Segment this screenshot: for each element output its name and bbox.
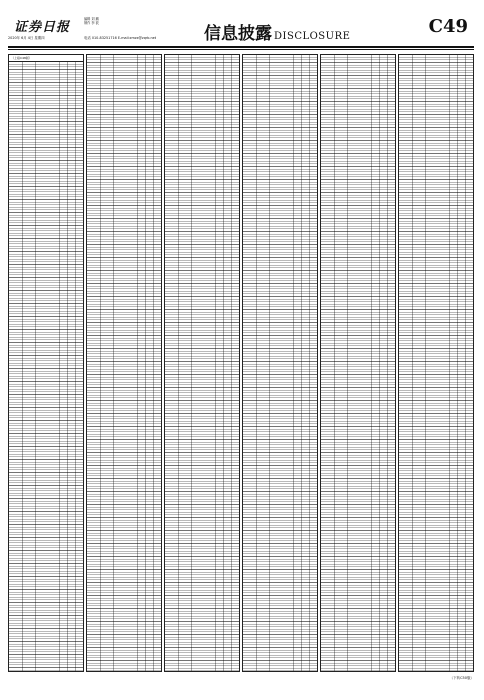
table-rows bbox=[165, 55, 239, 671]
masthead-rule bbox=[8, 46, 474, 48]
table-column bbox=[320, 54, 396, 672]
continuation-footer: （下转C50版） bbox=[449, 676, 474, 680]
issue-date: 2020年 6月 4日 星期四 bbox=[8, 36, 45, 40]
editor-credits bbox=[84, 17, 99, 25]
table-column bbox=[242, 54, 318, 672]
table-column bbox=[8, 54, 84, 672]
section-title bbox=[204, 19, 350, 44]
table-column bbox=[164, 54, 240, 672]
table-rows bbox=[9, 62, 83, 671]
table-rows bbox=[87, 55, 161, 671]
disclosure-table-grid bbox=[8, 54, 474, 672]
producer-line: 制作 李 波 bbox=[84, 21, 99, 25]
table-column bbox=[398, 54, 474, 672]
masthead bbox=[8, 14, 474, 48]
editor-line: 编辑 刘 鹏 bbox=[84, 17, 99, 21]
page-number: C49 bbox=[428, 16, 468, 37]
table-rows bbox=[243, 55, 317, 671]
newspaper-logo: 证券日报 bbox=[14, 20, 71, 35]
contact-info: 电话 010-83251716 E-mail:zmzx@zqrb.net bbox=[84, 36, 157, 40]
masthead-rule-thin bbox=[8, 49, 474, 50]
continuation-header: （上接C48版） bbox=[9, 55, 83, 62]
section-title-en: DISCLOSURE bbox=[274, 31, 351, 42]
table-rows bbox=[399, 55, 473, 671]
table-column bbox=[86, 54, 162, 672]
table-rows bbox=[321, 55, 395, 671]
section-title-cn: 信息披露 bbox=[204, 24, 272, 44]
